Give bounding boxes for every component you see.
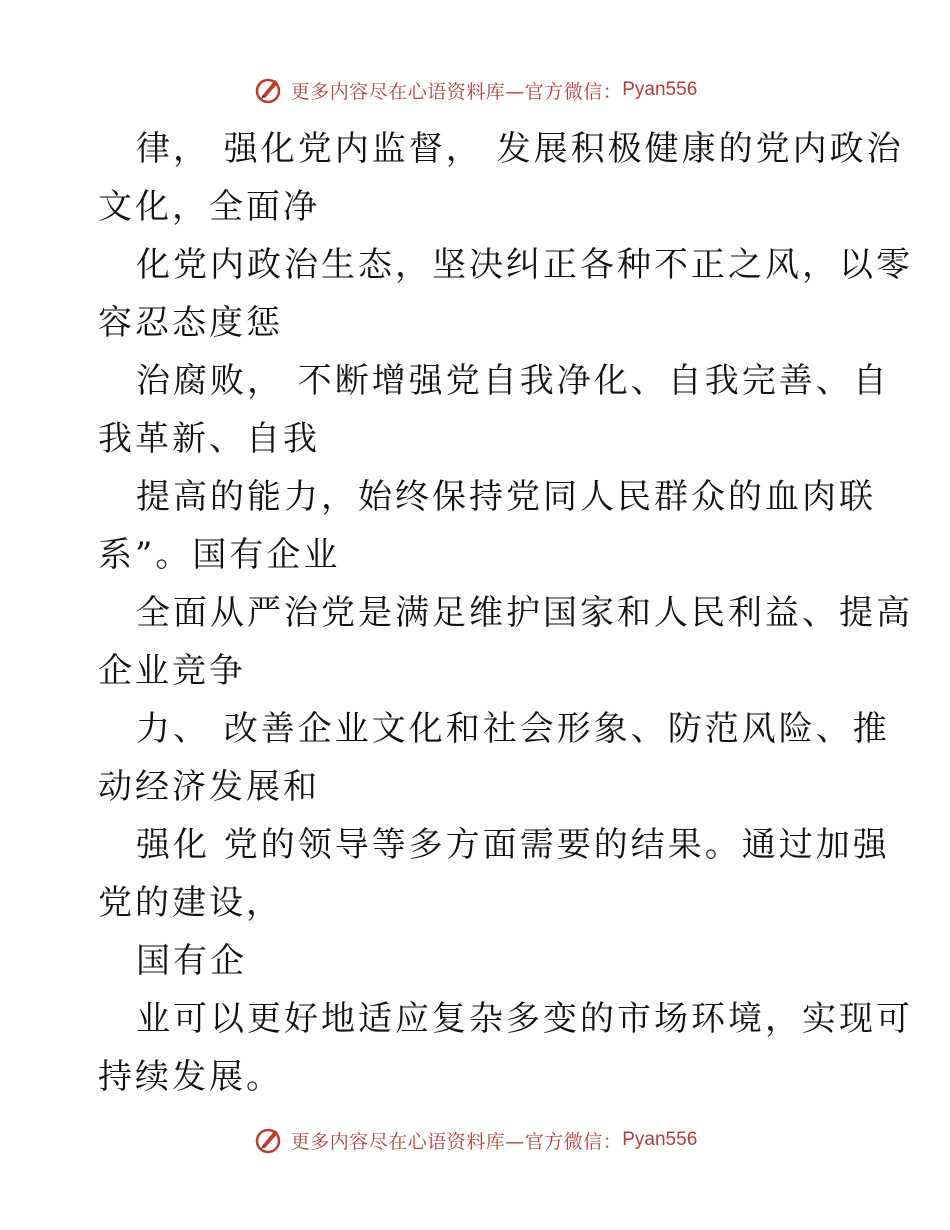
paragraph-line	[98, 468, 876, 584]
watermark-wechat-id: Pyan556	[622, 79, 698, 100]
line-lead: 强化 党的领导等多方面需要的结果。通过加强	[136, 825, 890, 865]
line-tail: 党的建设，	[98, 883, 283, 923]
quill-pen-logo-icon	[253, 1124, 285, 1156]
header-watermark	[0, 70, 950, 110]
footer-watermark	[0, 1120, 950, 1160]
document-body	[98, 120, 913, 1106]
line-tail: 持续发展。	[98, 1057, 283, 1097]
paragraph-line	[98, 584, 913, 700]
watermark-wechat-id: Pyan556	[622, 1129, 698, 1150]
line-lead: 化党内政治生态，坚决纠正各种不正之风，以零	[136, 245, 913, 285]
line-lead: 力、 改善企业文化和社会形象、防范风险、推	[136, 709, 890, 749]
paragraph-line	[98, 932, 858, 990]
line-lead: 国有企	[136, 941, 247, 981]
line-tail: 文化，全面净	[98, 187, 320, 227]
paragraph-line	[98, 700, 890, 816]
line-lead: 全面从严治党是满足维护国家和人民利益、提高	[136, 593, 913, 633]
line-tail: 动经济发展和	[98, 767, 320, 807]
line-lead: 治腐败， 不断增强党自我净化、自我完善、自	[136, 361, 890, 401]
paragraph-line	[98, 352, 890, 468]
quill-pen-logo-icon	[253, 74, 285, 106]
watermark-text: 更多内容尽在心语资料库—官方微信：	[290, 1130, 623, 1153]
paragraph-line	[98, 236, 913, 352]
line-tail: 企业竞争	[98, 651, 246, 691]
watermark-text: 更多内容尽在心语资料库—官方微信：	[290, 80, 623, 103]
line-lead: 业可以更好地适应复杂多变的市场环境，实现可	[136, 999, 913, 1039]
line-lead: 提高的能力，始终保持党同人民群众的血肉联	[136, 477, 876, 517]
line-tail: 我革新、自我	[98, 419, 320, 459]
line-tail: 系”。国有企业	[98, 535, 341, 575]
paragraph-line	[98, 120, 904, 236]
line-tail: 容忍态度惩	[98, 303, 283, 343]
paragraph-line	[98, 990, 913, 1106]
paragraph-line	[98, 816, 890, 932]
line-lead: 律， 强化党内监督， 发展积极健康的党内政治	[136, 129, 904, 169]
